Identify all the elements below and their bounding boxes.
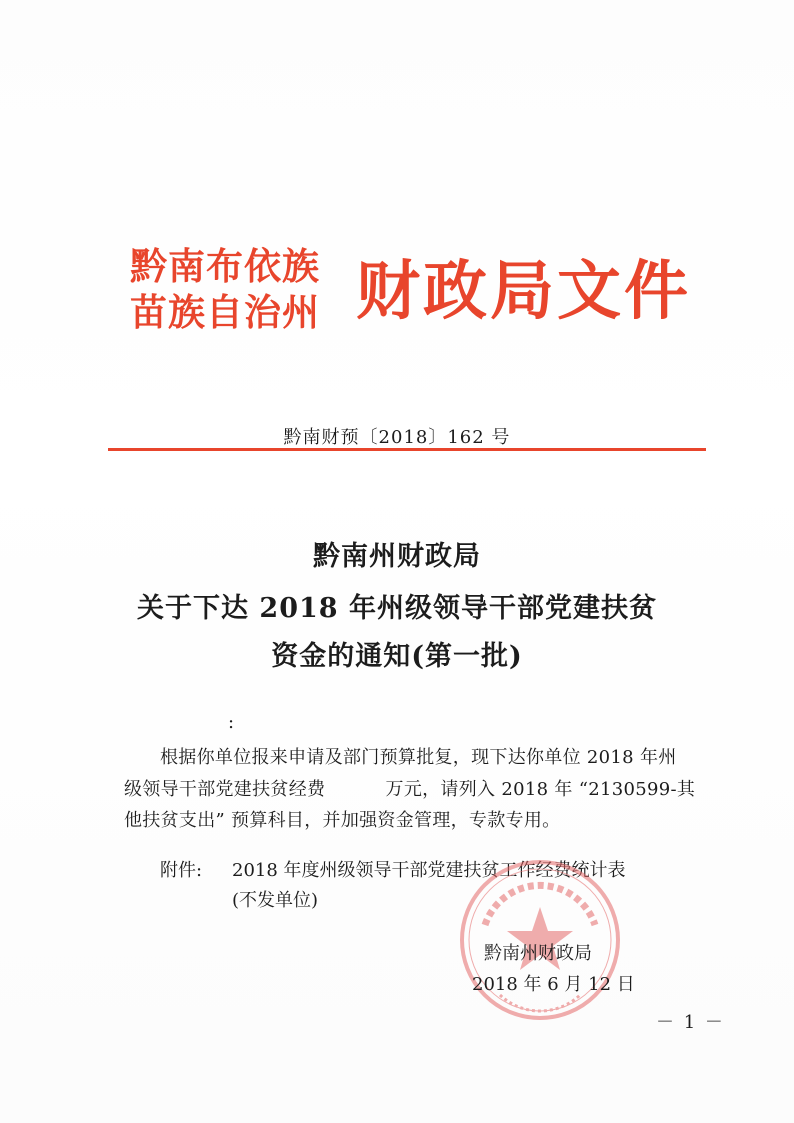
attachment-label: 附件: bbox=[160, 860, 203, 881]
letterhead-org bbox=[130, 244, 345, 336]
signature-org: 黔南州财政局 bbox=[484, 943, 592, 964]
title-line3: 资金的通知(第一批) bbox=[271, 641, 523, 672]
letterhead-org-line2: 苗族自治州 bbox=[130, 291, 320, 334]
red-divider bbox=[108, 448, 706, 451]
letterhead-org-line1: 黔南布依族 bbox=[130, 245, 320, 288]
page-number: － 1 － bbox=[656, 1012, 725, 1033]
signature-date: 2018 年 6 月 12 日 bbox=[472, 974, 635, 995]
body-line3: 他扶贫支出” 预算科目，并加强资金管理，专款专用。 bbox=[124, 810, 561, 831]
body-line1: 根据你单位报来申请及部门预算批复，现下达你单位 2018 年州 bbox=[160, 747, 677, 768]
letterhead-doc-type: 财政局文件 bbox=[356, 254, 691, 329]
attachment-note: (不发单位) bbox=[232, 890, 319, 911]
attachment-title: 2018 年度州级领导干部党建扶贫工作经费统计表 bbox=[232, 860, 626, 881]
title-line1: 黔南州财政局 bbox=[313, 541, 481, 572]
document-number: 黔南财预〔2018〕162 号 bbox=[283, 427, 511, 448]
body-line2: 级领导干部党建扶贫经费 万元，请列入 2018 年 “2130599-其 bbox=[124, 779, 696, 800]
addressee: : bbox=[228, 712, 235, 733]
title-line2: 关于下达 2018 年州级领导干部党建扶贫 bbox=[137, 593, 657, 624]
